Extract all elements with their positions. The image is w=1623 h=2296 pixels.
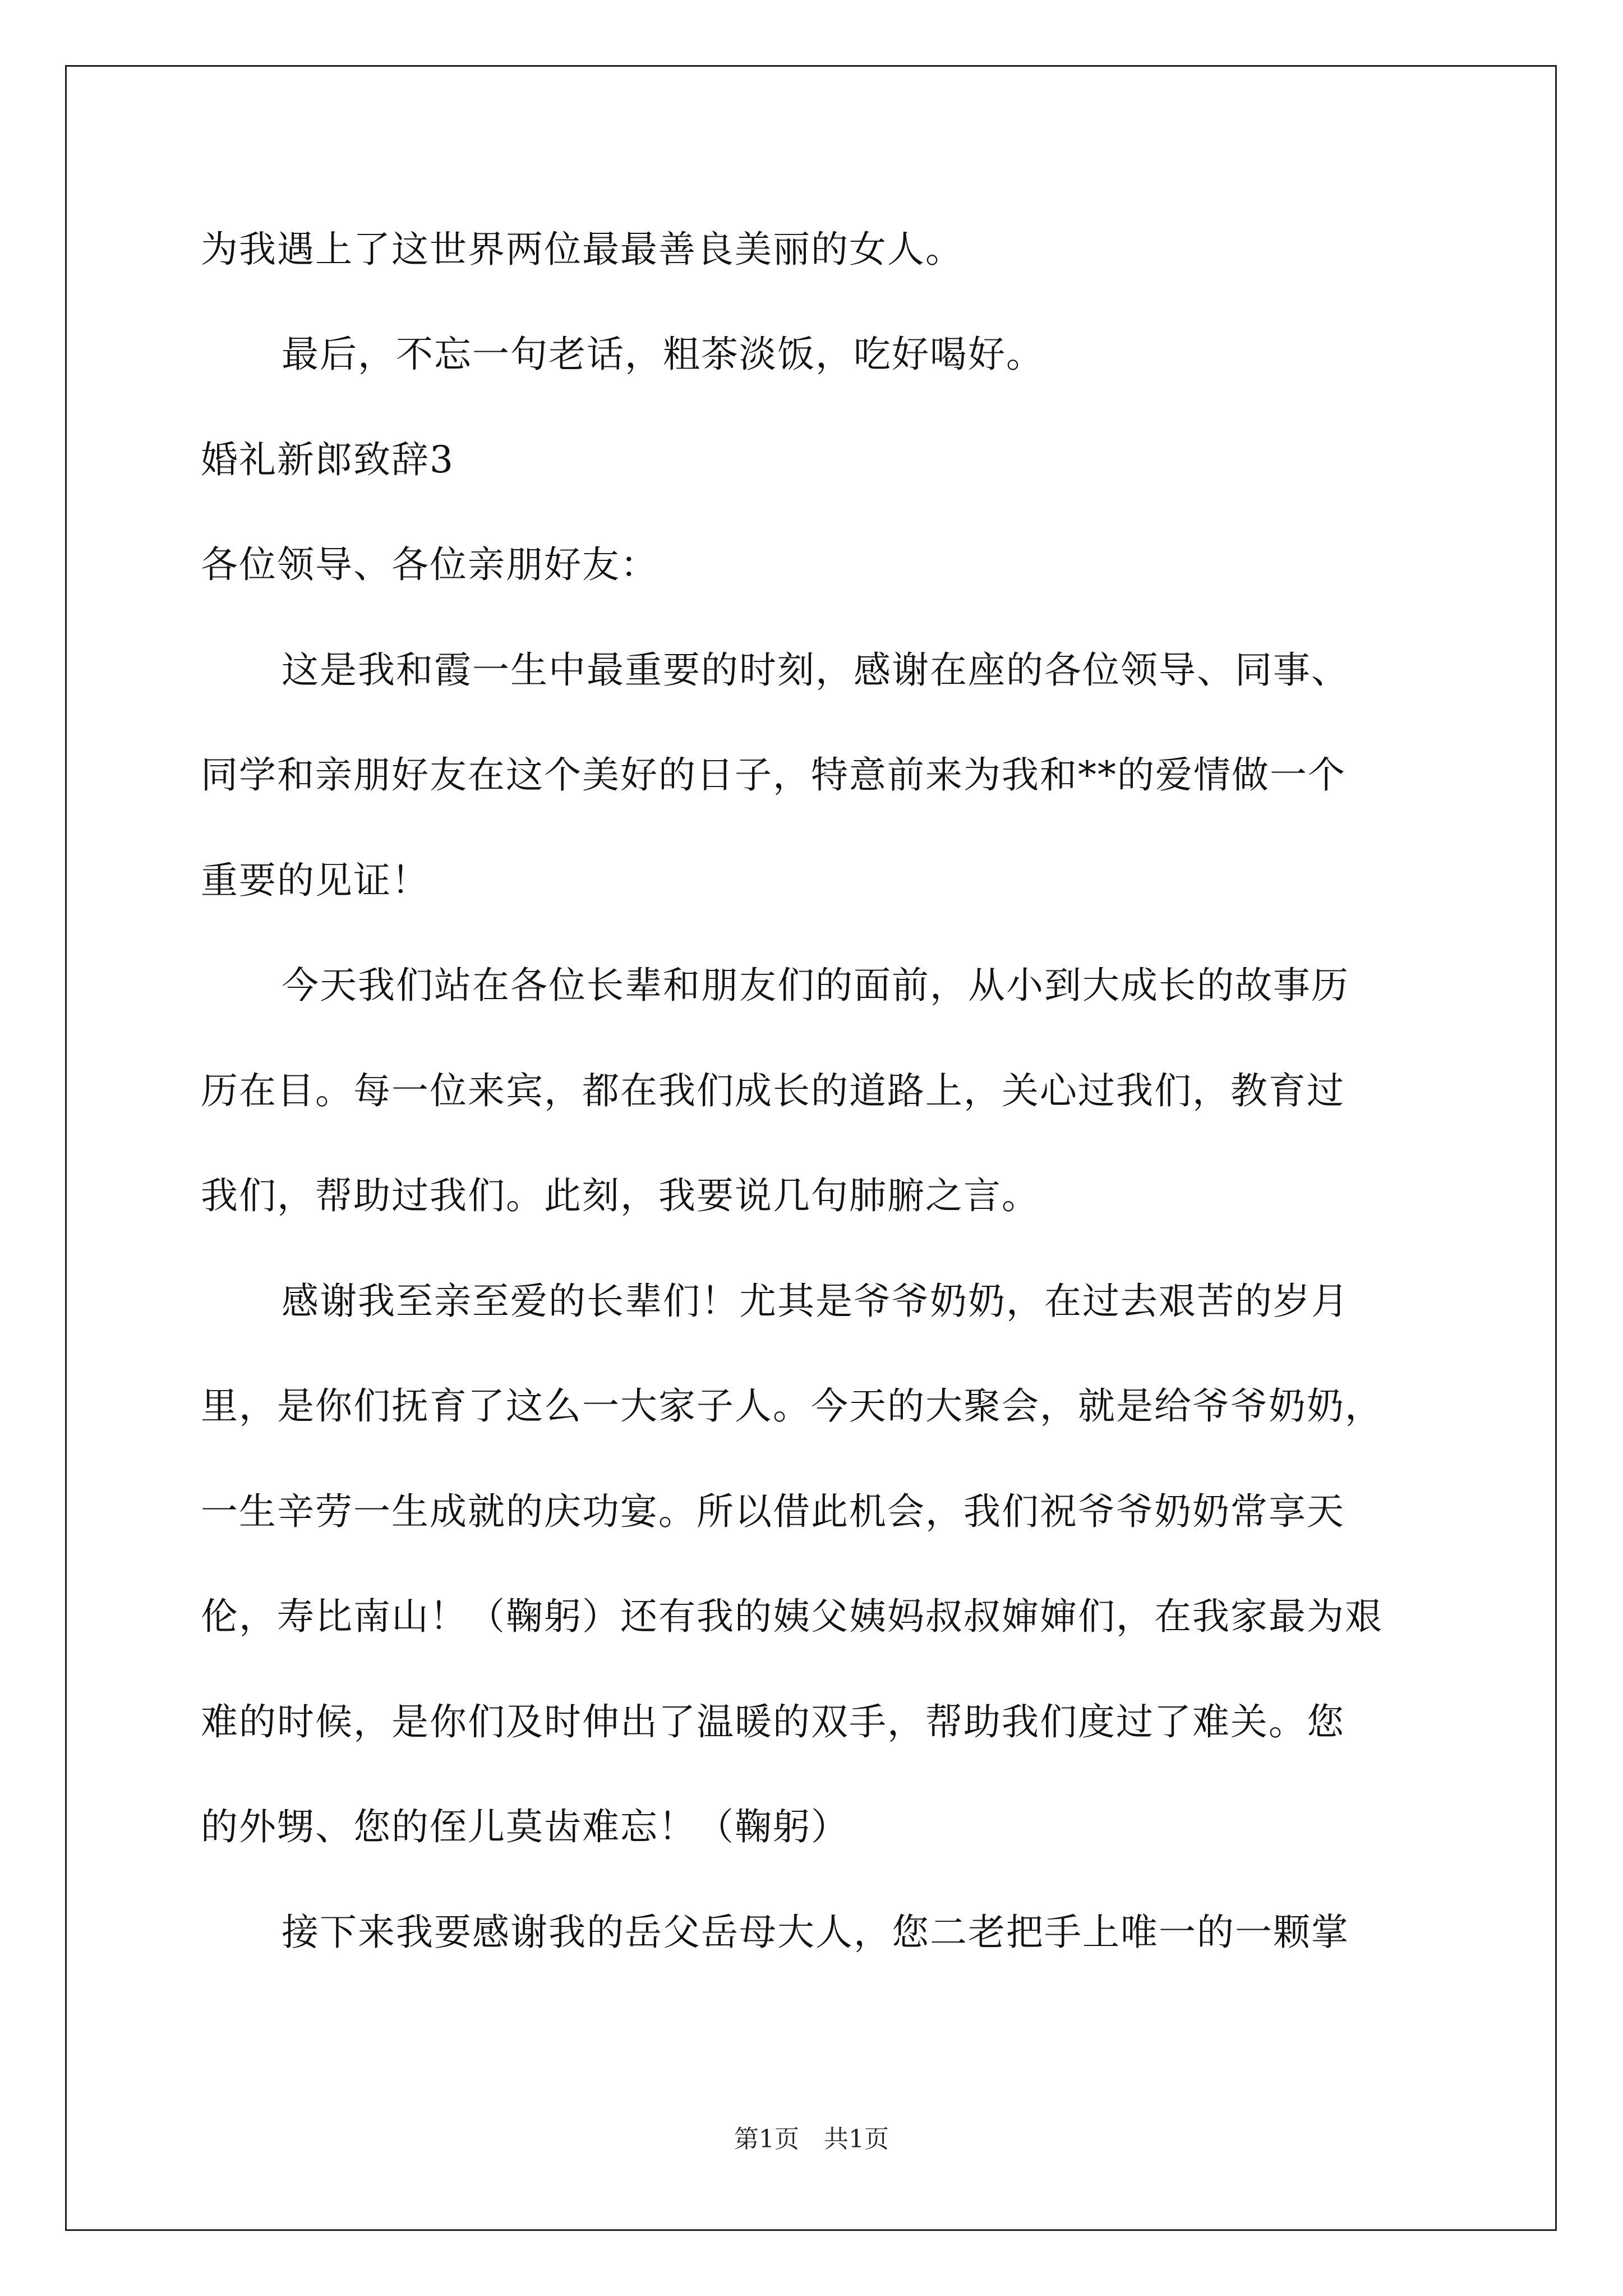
text-line: 一生辛劳一生成就的庆功宴。所以借此机会，我们祝爷爷奶奶常享天: [201, 1490, 1345, 1533]
salutation: 各位领导、各位亲朋好友：: [201, 543, 658, 586]
text-line: 的外甥、您的侄儿莫齿难忘！（鞠躬）: [201, 1805, 849, 1848]
text-line: 同学和亲朋好友在这个美好的日子，特意前来为我和**的爱情做一个: [201, 753, 1346, 797]
text-line: 为我遇上了这世界两位最最善良美丽的女人。: [201, 228, 963, 271]
text-line: 今天我们站在各位长辈和朋友们的面前，从小到大成长的故事历: [282, 964, 1349, 1007]
page-number-footer: 第1页 共1页: [734, 2125, 889, 2154]
page-border: [65, 65, 1557, 2231]
text-line: 最后，不忘一句老话，粗茶淡饭，吃好喝好。: [282, 333, 1044, 376]
text-line: 里，是你们抚育了这么一大家子人。今天的大聚会，就是给爷爷奶奶，: [201, 1384, 1383, 1428]
text-line: 我们，帮助过我们。此刻，我要说几句肺腑之言。: [201, 1174, 1040, 1217]
text-line: 接下来我要感谢我的岳父岳母大人，您二老把手上唯一的一颗掌: [282, 1911, 1349, 1954]
text-line: 历在目。每一位来宾，都在我们成长的道路上，关心过我们，教育过: [201, 1069, 1345, 1112]
text-line: 难的时候，是你们及时伸出了温暖的双手，帮助我们度过了难关。您: [201, 1700, 1345, 1743]
text-line: 这是我和霞一生中最重要的时刻，感谢在座的各位领导、同事、: [282, 648, 1349, 692]
text-line: 重要的见证！: [201, 859, 430, 902]
text-line: 感谢我至亲至爱的长辈们！尤其是爷爷奶奶，在过去艰苦的岁月: [282, 1280, 1349, 1323]
text-line: 伦，寿比南山！（鞠躬）还有我的姨父姨妈叔叔婶婶们，在我家最为艰: [201, 1595, 1383, 1638]
section-heading: 婚礼新郎致辞3: [201, 438, 454, 481]
